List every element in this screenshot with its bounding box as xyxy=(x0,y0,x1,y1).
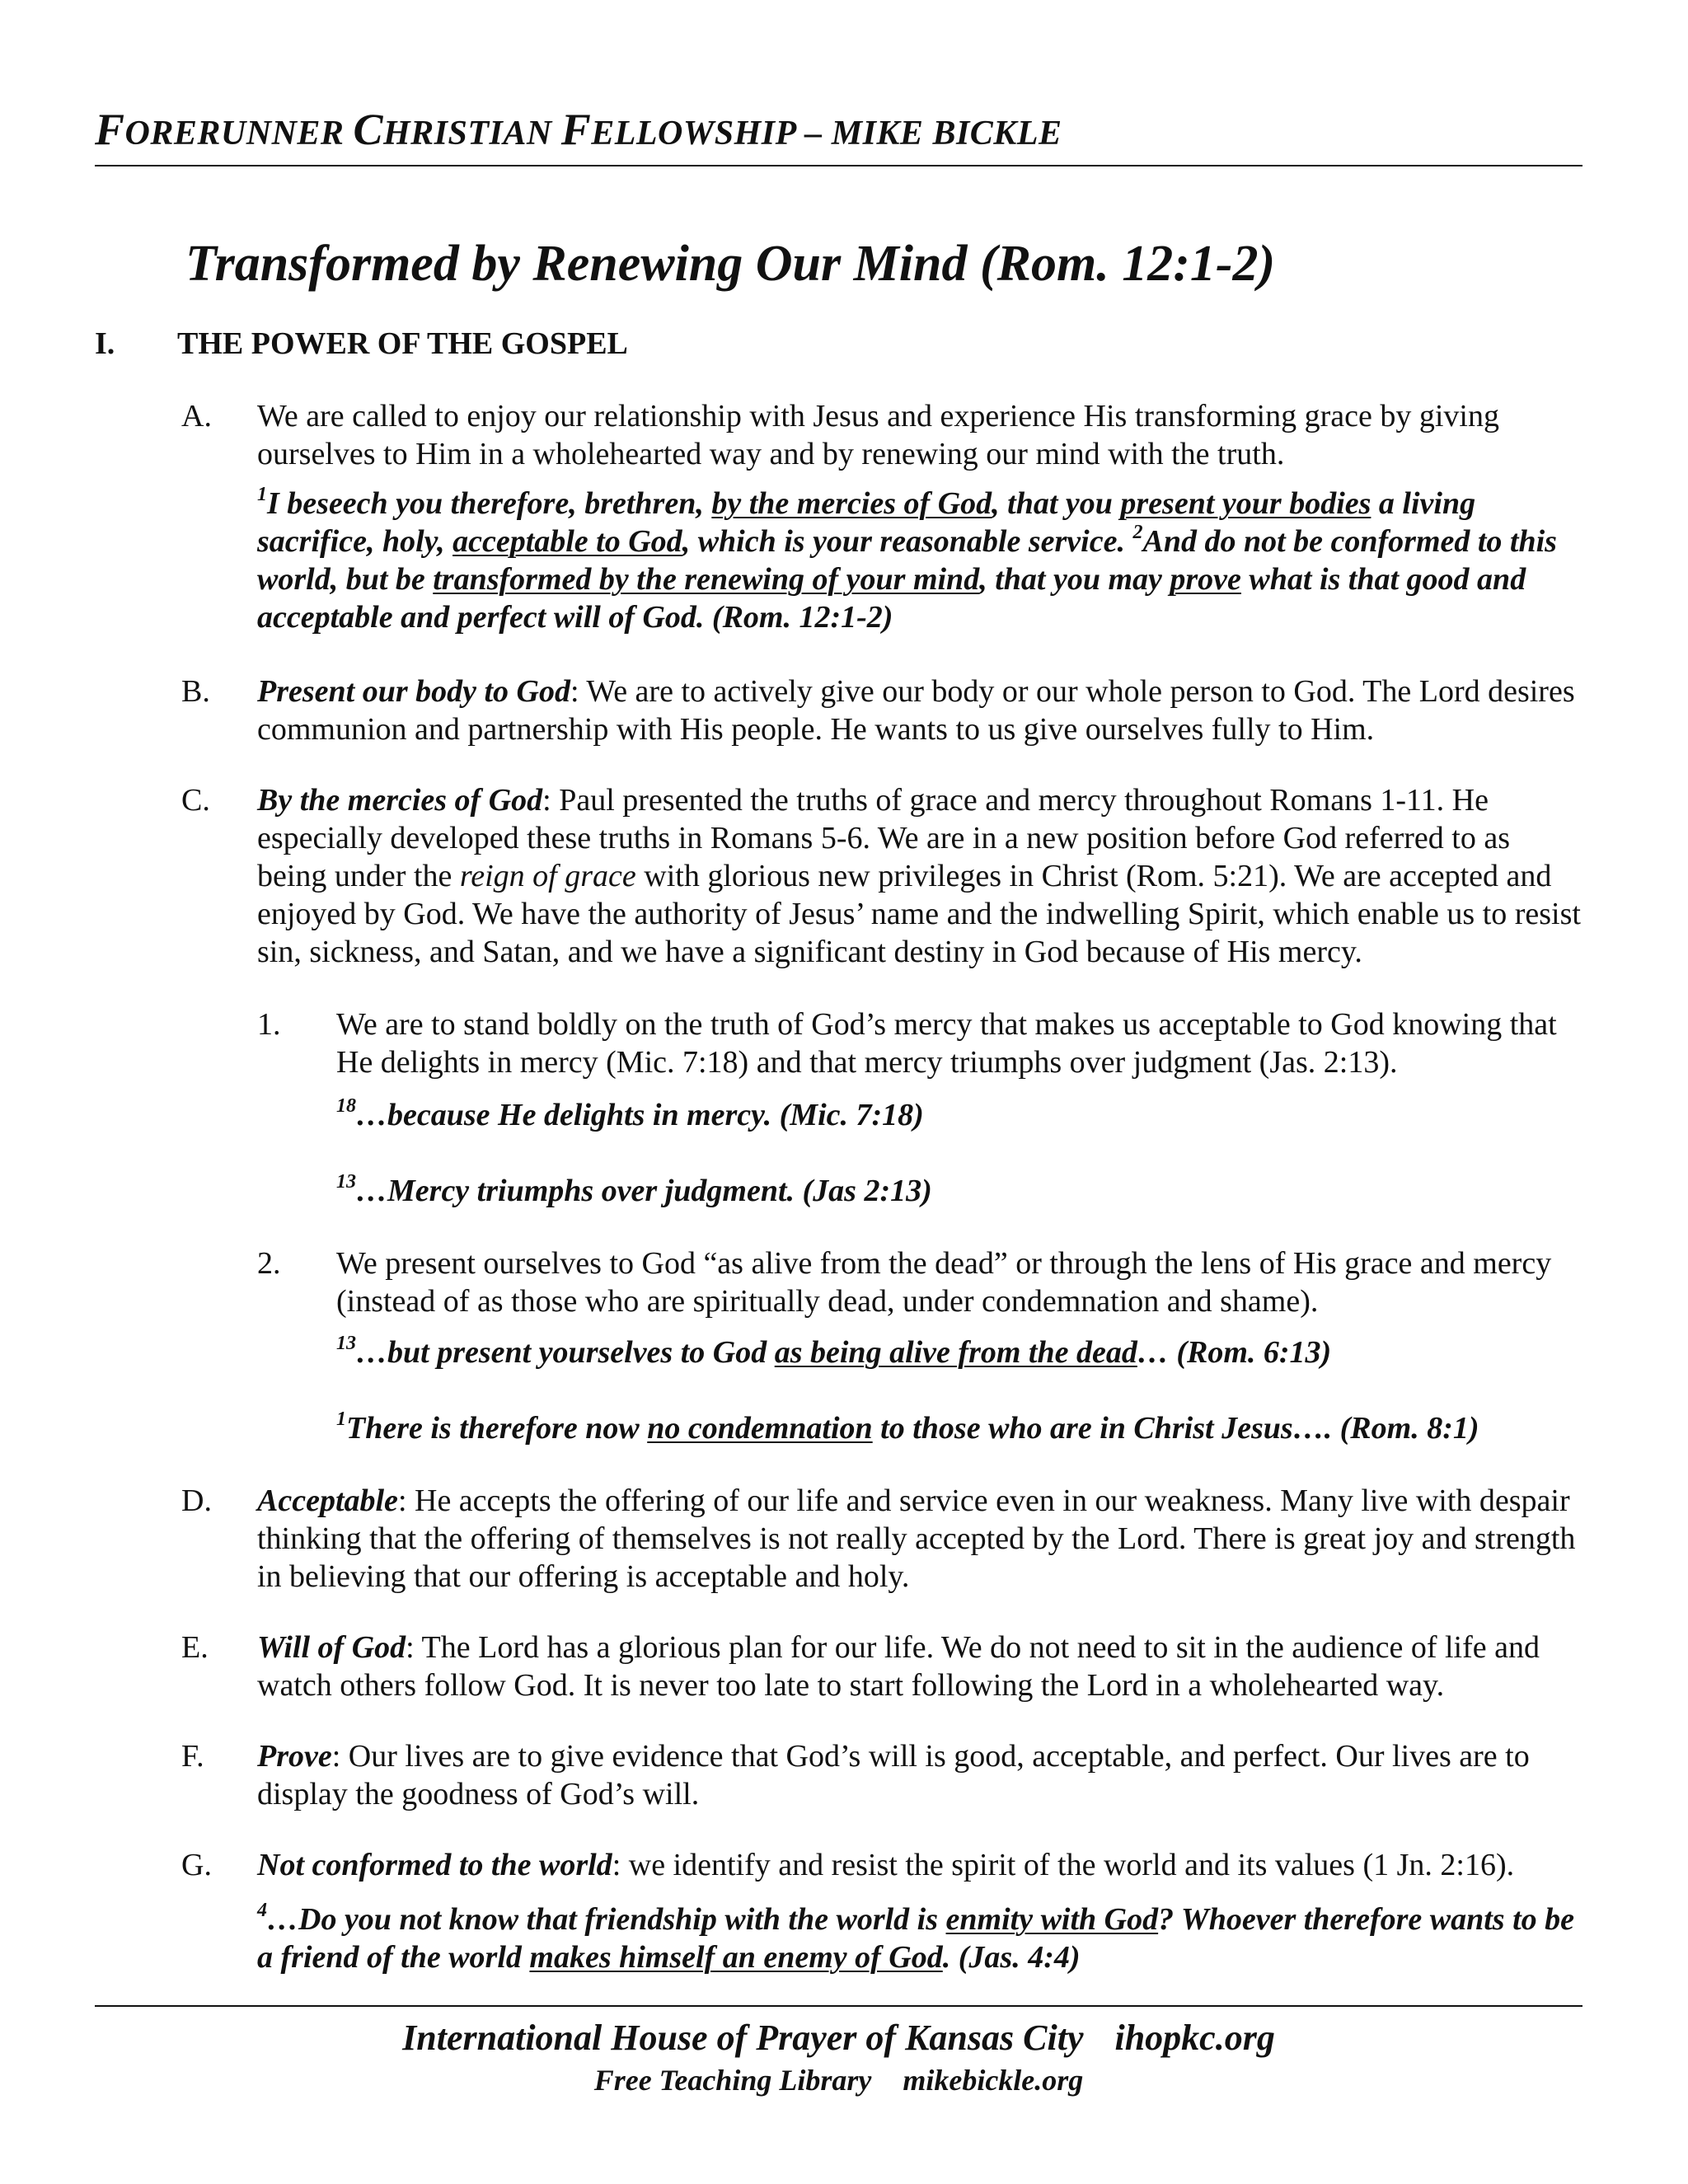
scripture-mic-7: $^{18}$…because He delights in mercy. (Mic. 7:18) xyxy=(336,1095,924,1132)
section-heading xyxy=(95,323,628,364)
point-lead: By the mercies of God xyxy=(257,783,543,818)
scripture-rom-12: $^1$I beseech you therefore, brethren, by the mercies of God, that you present your bodies a living sacrifice, holy, acceptable to God, which is your reasonable service. $^2$And do not be conformed to this world, but be transformed by the renewing of your mind, that you may prove what is that good and acceptable and perfect will of God. (Rom. 12:1-2) xyxy=(257,484,1557,635)
point-f: F. Prove: Our lives are to give evidence that God’s will is good, acceptable, and perfect. Our lives are to display the goodness of God’s will. xyxy=(181,1739,1530,1811)
subpoint-c1: 1. We are to stand boldly on the truth of God’s mercy that makes us acceptable to God knowing that He delights in mercy (Mic. 7:18) and that mercy triumphs over judgment (Jas. 2:13). xyxy=(257,1007,1557,1080)
scripture-rom-6: $^{13}$…but present yourselves to God as being alive from the dead… (Rom. 6:13) xyxy=(336,1333,1332,1370)
scripture-jas-4: $^4$…Do you not know that friendship with the world is enmity with God? Whoever therefore wants to be a friend of the world makes himself an enemy of God. (Jas. 4:4) xyxy=(257,1900,1575,1975)
point-lead: Acceptable xyxy=(257,1483,398,1518)
point-label: A. xyxy=(181,399,212,434)
point-d: D. Acceptable: He accepts the offering of our life and service even in our weakness. Many live with despair thinking that the offering of themselves is not really accepted by the Lord. There is great joy and strength in believing that our offering is acceptable and holy. xyxy=(181,1483,1576,1594)
section-number: I. xyxy=(95,326,115,361)
point-lead: Not conformed to the world xyxy=(257,1848,612,1882)
point-text: We are called to enjoy our relationship with Jesus and experience His transforming grace by giving ourselves to Him in a wholehearted way and by renewing our mind with the truth. xyxy=(257,399,1499,471)
point-b: B. Present our body to God: We are to actively give our body or our whole person to God. The Lord desires communion and partnership with His people. He wants to us give ourselves fully to Him. xyxy=(181,674,1575,747)
section-title: THE POWER OF THE GOSPEL xyxy=(177,326,628,361)
scripture-jas-2: $^{13}$…Mercy triumphs over judgment. (Jas 2:13) xyxy=(336,1171,932,1208)
footer-site-ihopkc: ihopkc.org xyxy=(1114,2018,1275,2058)
point-c: C. By the mercies of God: Paul presented the truths of grace and mercy throughout Romans 1-11. He especially developed these truths in Romans 5-6. We are in a new position before God referred to as being under the reign of grace with glorious new privileges in Christ (Rom. 5:21). We are accepted and enjoyed by God. We have the authority of Jesus’ name and the indwelling Spirit, which enable us to resist sin, sickness, and Satan, and we have a significant destiny in God because of His mercy. xyxy=(181,783,1581,969)
point-lead: Will of God xyxy=(257,1630,406,1665)
point-g: G. Not conformed to the world: we identify and resist the spirit of the world and its values (1 Jn. 2:16). xyxy=(181,1848,1515,1882)
point-e: E. Will of God: The Lord has a glorious plan for our life. We do not need to sit in the audience of life and watch others follow God. It is never too late to start following the Lord in a wholehearted way. xyxy=(181,1630,1540,1703)
footer-site-mikebickle: mikebickle.org xyxy=(903,2064,1084,2097)
page-header: FORERUNNER CHRISTIAN FELLOWSHIP – MIKE BICKLE xyxy=(95,103,1582,166)
scripture-rom-8: $^1$There is therefore now no condemnation to those who are in Christ Jesus…. (Rom. 8:1) xyxy=(336,1408,1479,1446)
footer-org: International House of Prayer of Kansas City xyxy=(402,2018,1084,2058)
footer-library: Free Teaching Library xyxy=(593,2064,872,2097)
point-lead: Present our body to God xyxy=(257,674,570,709)
subpoint-c2: 2. We present ourselves to God “as alive from the dead” or through the lens of His grace and mercy (instead of as those who are spiritually dead, under condemnation and shame). xyxy=(257,1246,1552,1319)
point-lead: Prove xyxy=(257,1739,332,1774)
point-a xyxy=(181,397,1582,473)
page-footer xyxy=(95,2005,1582,2099)
document-title: Transformed by Renewing Our Mind (Rom. 12:1-2) xyxy=(185,236,1276,292)
